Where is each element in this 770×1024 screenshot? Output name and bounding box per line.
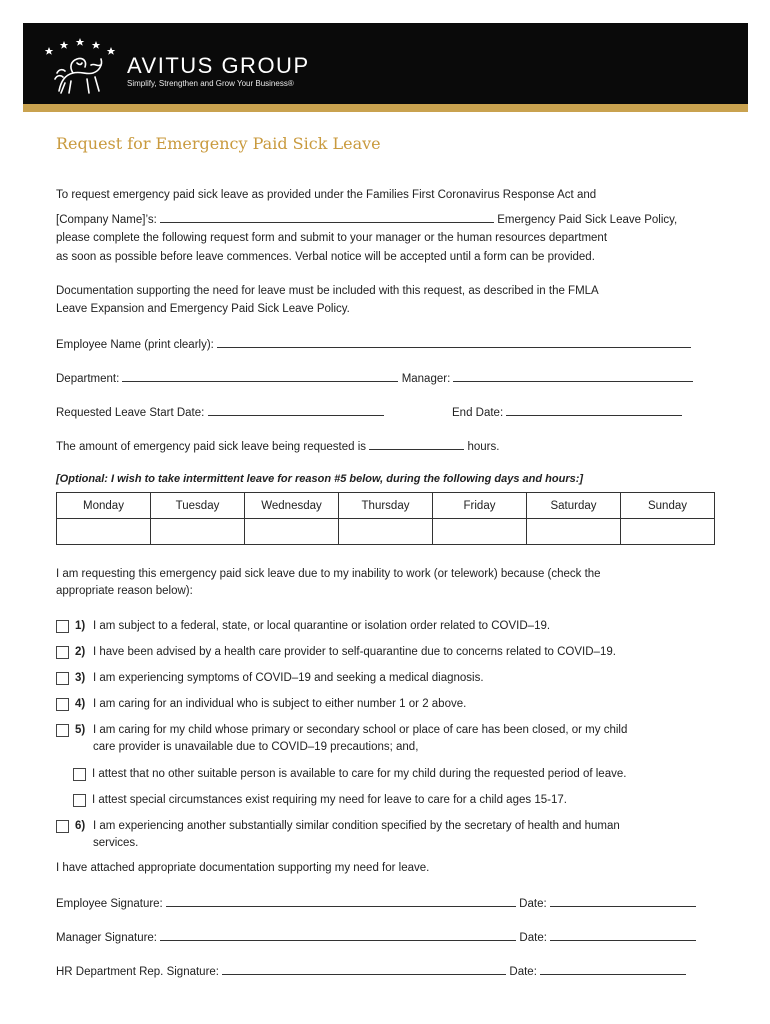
documentation-line-2: Leave Expansion and Emergency Paid Sick Leave Policy. xyxy=(56,303,350,315)
leave-start-row xyxy=(56,404,384,421)
day-header-friday: Friday xyxy=(433,493,527,519)
reason-6-text-continued: services. xyxy=(93,837,139,849)
reason-1-text: I am subject to a federal, state, or local quarantine or isolation order related to COVID–19. xyxy=(93,620,551,632)
day-header-wednesday: Wednesday xyxy=(245,493,339,519)
employee-date-label: Date: xyxy=(519,898,547,910)
reason-1-checkbox[interactable] xyxy=(56,620,69,633)
company-header xyxy=(23,23,748,104)
reason-intro-line-1: I am requesting this emergency paid sick leave due to my inability to work (or telework) because (check the xyxy=(56,568,601,580)
employee-signature-row xyxy=(56,895,696,912)
reason-3-text: I am experiencing symptoms of COVID–19 and seeking a medical diagnosis. xyxy=(93,672,484,684)
intro-line-4: as soon as possible before leave commences. Verbal notice will be accepted until a form can be provided. xyxy=(56,251,595,263)
sub-reason-2-text: I attest special circumstances exist requiring my need for leave to care for a child ages 15-17. xyxy=(92,794,567,806)
reason-5-checkbox[interactable] xyxy=(56,724,69,737)
leave-amount-row xyxy=(56,438,499,455)
days-header-row xyxy=(57,493,715,519)
brand-name: AVITUS GROUP xyxy=(127,53,310,78)
reason-option-5 xyxy=(56,722,716,756)
reason-3-checkbox[interactable] xyxy=(56,672,69,685)
intro-line-1: To request emergency paid sick leave as provided under the Families First Coronavirus Response Act and xyxy=(56,189,597,201)
intro-line-3: please complete the following request form and submit to your manager or the human resources department xyxy=(56,232,608,244)
leave-end-row xyxy=(452,404,682,421)
hours-cell-friday[interactable] xyxy=(433,519,527,545)
reason-option-4 xyxy=(56,696,716,713)
hr-signature-label: HR Department Rep. Signature: xyxy=(56,966,219,978)
reason-intro-line-2: appropriate reason below): xyxy=(56,585,193,597)
hours-cell-monday[interactable] xyxy=(57,519,151,545)
employee-signature-label: Employee Signature: xyxy=(56,898,163,910)
header-accent-strip xyxy=(23,104,748,112)
day-header-saturday: Saturday xyxy=(527,493,621,519)
intermittent-days-table xyxy=(56,492,715,545)
reason-4-checkbox[interactable] xyxy=(56,698,69,711)
sub-reason-option-1 xyxy=(73,766,715,783)
hr-date-label: Date: xyxy=(509,966,537,978)
sub-reason-1-text: I attest that no other suitable person is available to care for my child during the requested period of leave. xyxy=(92,768,627,780)
hours-field[interactable] xyxy=(369,438,464,450)
brand-tagline: Simplify, Strengthen and Grow Your Business® xyxy=(127,79,294,88)
reason-option-6 xyxy=(56,818,716,852)
end-date-field[interactable] xyxy=(506,404,682,416)
sub-reason-option-2 xyxy=(73,792,715,809)
attached-documentation-note: I have attached appropriate documentation supporting my need for leave. xyxy=(56,862,430,874)
start-date-field[interactable] xyxy=(208,404,384,416)
hr-date-field[interactable] xyxy=(540,963,686,975)
end-date-label: End Date: xyxy=(452,407,504,419)
reason-5-number: 5) xyxy=(75,724,86,736)
days-entry-row xyxy=(57,519,715,545)
company-name-field[interactable] xyxy=(160,211,494,223)
department-label: Department: xyxy=(56,373,120,385)
employee-name-field[interactable] xyxy=(217,336,691,348)
hr-signature-row xyxy=(56,963,686,980)
reason-4-number: 4) xyxy=(75,698,86,710)
reason-2-text: I have been advised by a health care provider to self-quarantine due to concerns related to COVID–19. xyxy=(93,646,616,658)
manager-field[interactable] xyxy=(453,370,693,382)
reason-5-text-continued: care provider is unavailable due to COVID–19 precautions; and, xyxy=(93,741,419,753)
reason-option-1 xyxy=(56,618,716,635)
day-header-monday: Monday xyxy=(57,493,151,519)
hours-cell-thursday[interactable] xyxy=(339,519,433,545)
reason-4-text: I am caring for an individual who is subject to either number 1 or 2 above. xyxy=(93,698,467,710)
employee-date-field[interactable] xyxy=(550,895,696,907)
reason-option-2 xyxy=(56,644,716,661)
hours-cell-saturday[interactable] xyxy=(527,519,621,545)
optional-intermittent-note: [Optional: I wish to take intermittent leave for reason #5 below, during the following days and hours:] xyxy=(56,473,584,485)
sub-reason-1-checkbox[interactable] xyxy=(73,768,86,781)
manager-signature-field[interactable] xyxy=(160,929,516,941)
lion-logo-icon xyxy=(51,53,109,95)
intro-line-2 xyxy=(56,211,677,228)
hours-cell-sunday[interactable] xyxy=(621,519,715,545)
employee-name-label: Employee Name (print clearly): xyxy=(56,339,214,351)
hr-signature-field[interactable] xyxy=(222,963,506,975)
reason-option-3 xyxy=(56,670,716,687)
day-header-thursday: Thursday xyxy=(339,493,433,519)
department-row xyxy=(56,370,693,387)
manager-signature-label: Manager Signature: xyxy=(56,932,158,944)
start-date-label: Requested Leave Start Date: xyxy=(56,407,205,419)
form-title: Request for Emergency Paid Sick Leave xyxy=(56,134,381,153)
reason-6-text: I am experiencing another substantially similar condition specified by the secretary of health and human xyxy=(93,820,620,832)
manager-label: Manager: xyxy=(401,373,451,385)
policy-label: Emergency Paid Sick Leave Policy, xyxy=(497,214,678,226)
employee-signature-field[interactable] xyxy=(166,895,516,907)
employee-name-row xyxy=(56,336,691,353)
reason-3-number: 3) xyxy=(75,672,86,684)
manager-date-field[interactable] xyxy=(550,929,696,941)
reason-2-checkbox[interactable] xyxy=(56,646,69,659)
hours-cell-wednesday[interactable] xyxy=(245,519,339,545)
manager-date-label: Date: xyxy=(519,932,547,944)
reason-6-checkbox[interactable] xyxy=(56,820,69,833)
company-name-label: [Company Name]’s: xyxy=(56,214,157,226)
day-header-tuesday: Tuesday xyxy=(151,493,245,519)
documentation-line-1: Documentation supporting the need for leave must be included with this request, as described in the FMLA xyxy=(56,285,599,297)
hours-cell-tuesday[interactable] xyxy=(151,519,245,545)
sub-reason-2-checkbox[interactable] xyxy=(73,794,86,807)
day-header-sunday: Sunday xyxy=(621,493,715,519)
amount-label: The amount of emergency paid sick leave being requested is xyxy=(56,441,367,453)
reason-1-number: 1) xyxy=(75,620,86,632)
manager-signature-row xyxy=(56,929,696,946)
reason-6-number: 6) xyxy=(75,820,86,832)
reason-5-text: I am caring for my child whose primary or secondary school or place of care has been closed, or my child xyxy=(93,724,628,736)
hours-label: hours. xyxy=(467,441,500,453)
reason-2-number: 2) xyxy=(75,646,86,658)
department-field[interactable] xyxy=(122,370,398,382)
